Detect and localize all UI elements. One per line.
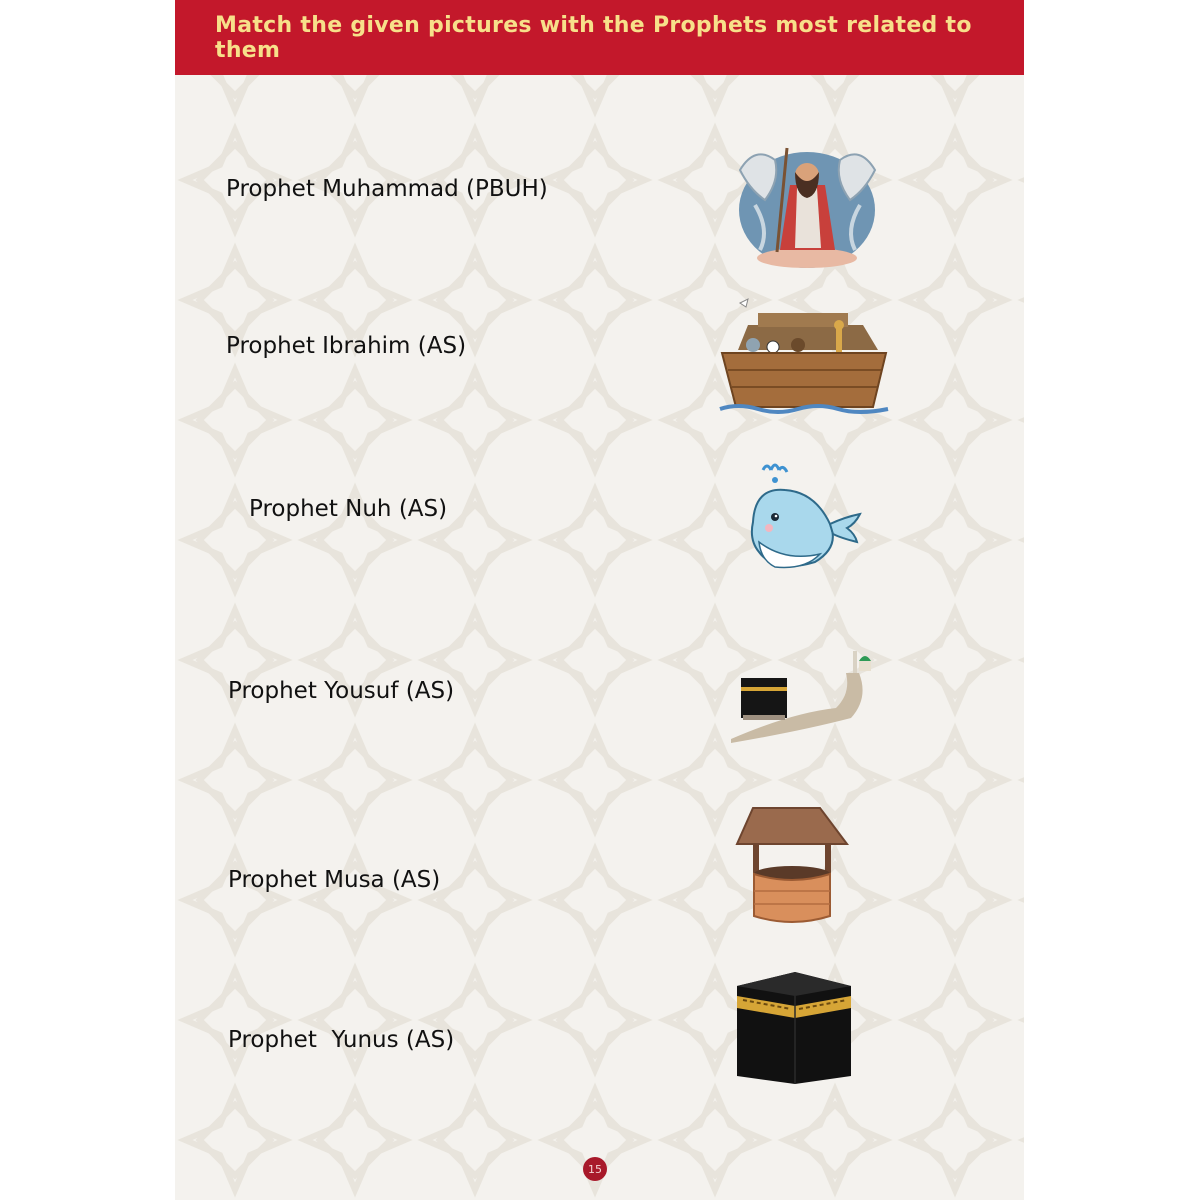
whale-icon[interactable] [745,462,865,577]
prophet-label-muhammad[interactable]: Prophet Muhammad (PBUH) [226,176,548,202]
prophet-label-nuh[interactable]: Prophet Nuh (AS) [249,496,448,522]
worksheet-page [175,0,1024,1200]
parting-sea-icon[interactable] [735,140,880,270]
well-icon[interactable] [735,806,850,926]
kaaba-path-icon[interactable] [731,643,876,743]
prophet-label-yunus[interactable]: Prophet Yunus (AS) [228,1027,455,1053]
kaaba-icon[interactable] [735,968,853,1086]
ark-icon[interactable] [718,295,890,420]
prophet-label-ibrahim[interactable]: Prophet Ibrahim (AS) [226,333,467,359]
prophet-label-musa[interactable]: Prophet Musa (AS) [228,867,441,893]
worksheet-instruction: Match the given pictures with the Prophets most related to them [215,12,972,63]
prophet-label-yousuf[interactable]: Prophet Yousuf (AS) [228,678,455,704]
page-number-badge: 15 [583,1157,607,1181]
title-banner [175,0,1024,75]
